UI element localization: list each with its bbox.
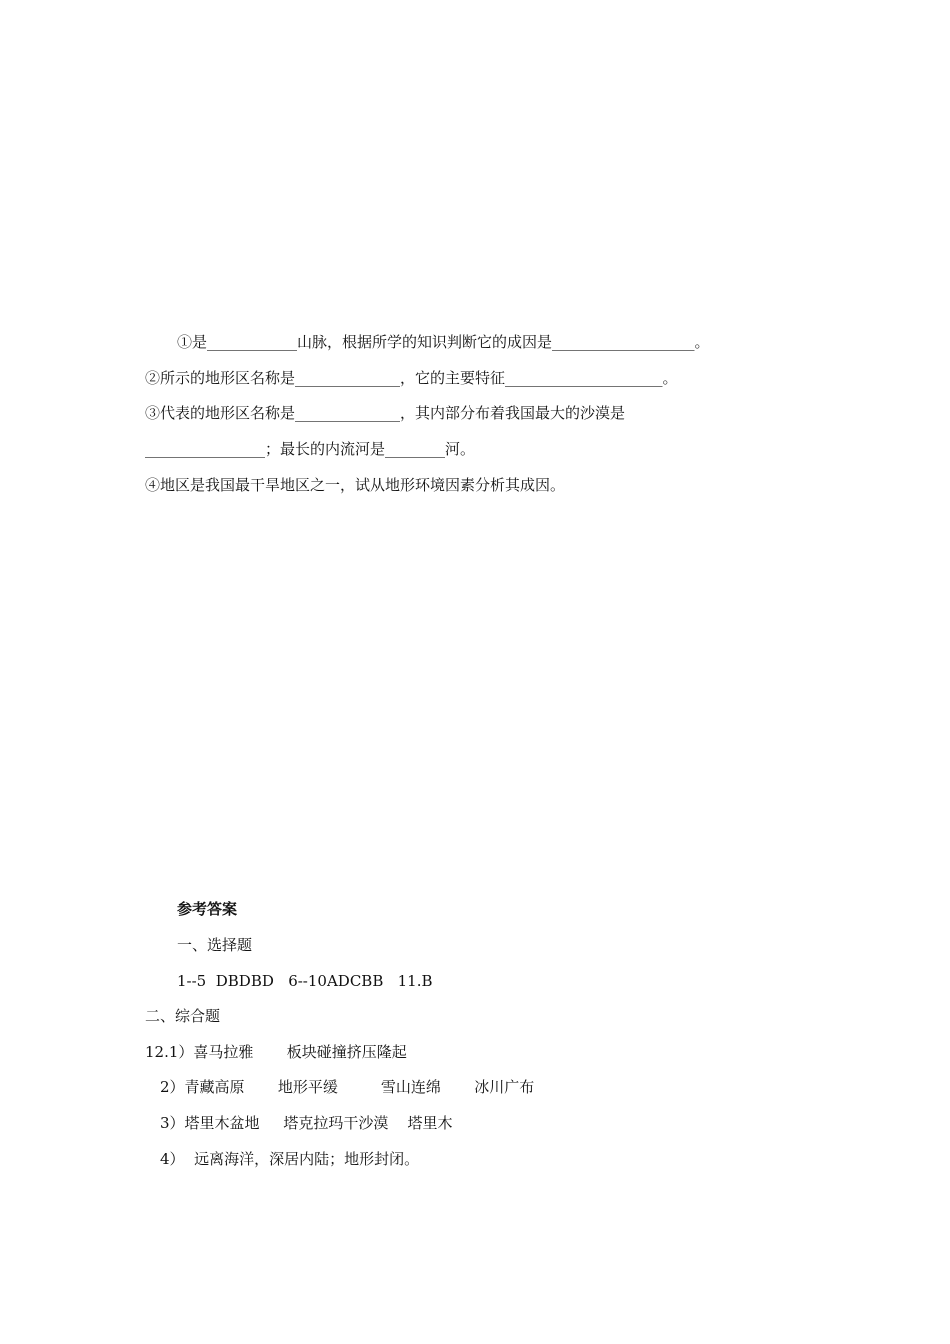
section-choice-heading: 一、选择题 — [177, 936, 253, 954]
question-3-line-2: ________________；最长的内流河是________河。 — [145, 440, 476, 458]
answer-12-2: 2）青藏高原 地形平缓 雪山连绵 冰川广布 — [160, 1078, 535, 1096]
answer-12-4: 4） 远离海洋，深居内陆；地形封闭。 — [160, 1150, 420, 1168]
answer-12-3: 3）塔里木盆地 塔克拉玛干沙漠 塔里木 — [160, 1114, 453, 1132]
section-comprehensive-heading: 二、综合题 — [145, 1007, 221, 1025]
question-3-line-1: ③代表的地形区名称是______________，其内部分布着我国最大的沙漠是 — [145, 404, 626, 422]
choice-answers: 1--5 DBDBD 6--10ADCBB 11.B — [177, 972, 433, 990]
answer-12-1: 12.1）喜马拉雅 板块碰撞挤压隆起 — [145, 1043, 407, 1061]
answers-heading: 参考答案 — [177, 900, 238, 918]
question-1: ①是____________山脉，根据所学的知识判断它的成因是___________________。 — [177, 333, 710, 351]
question-2: ②所示的地形区名称是______________，它的主要特征_____________________。 — [145, 369, 678, 387]
question-4: ④地区是我国最干旱地区之一，试从地形环境因素分析其成因。 — [145, 476, 566, 494]
